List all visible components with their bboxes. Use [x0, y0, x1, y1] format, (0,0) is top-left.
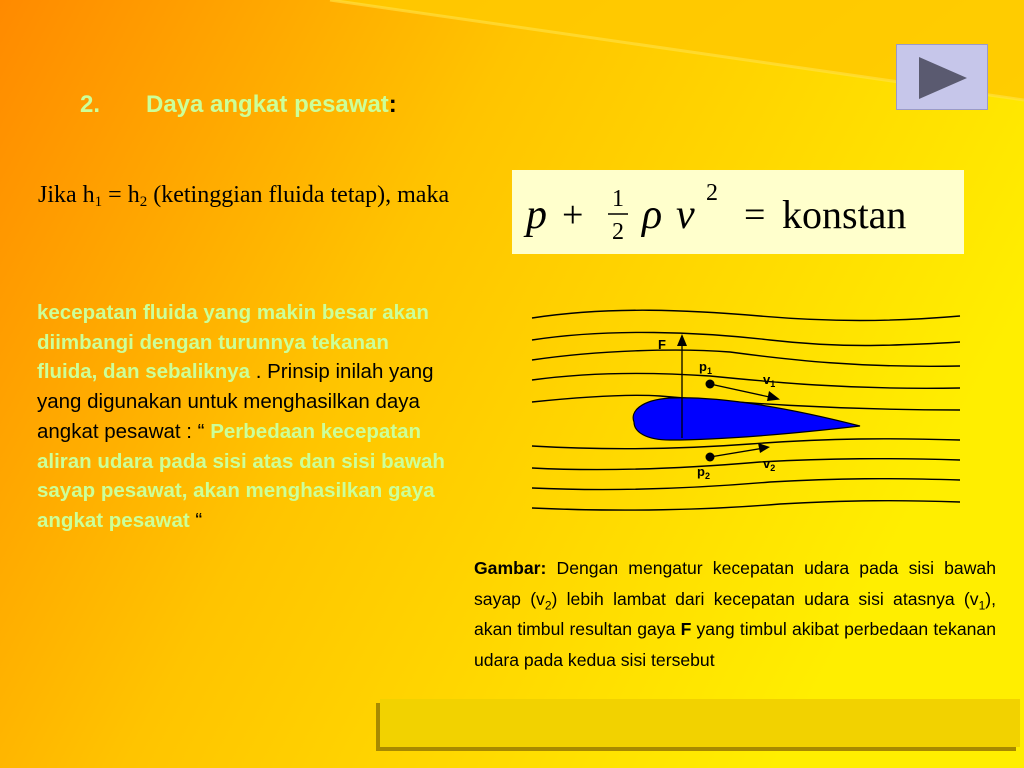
intro-part: (ketinggian fluida tetap), maka — [147, 182, 450, 208]
intro-part: = h — [102, 182, 140, 208]
highlight-text: Perbedaan kecepatan aliran udara pada sisi atas dan sisi bawah sayap pesawat, akan menghasilkan gaya angkat pesawat — [37, 419, 445, 532]
intro-sub: 1 — [94, 194, 103, 210]
intro-sub: 2 — [139, 194, 148, 210]
intro-part: Jika h — [38, 182, 95, 208]
caption-text: Dengan mengatur kecepatan udara pada sisi bawah sayap (v — [474, 558, 996, 609]
intro-text — [38, 172, 458, 218]
caption-label: Gambar: — [474, 558, 547, 578]
caption-sub: 1 — [978, 598, 986, 613]
caption-text: ), akan timbul resultan gaya — [474, 588, 996, 640]
caption-text: ) lebih lambat dari kecepatan udara sisi atasnya (v — [551, 588, 979, 609]
airfoil-shape — [633, 398, 860, 440]
closing-quote: “ — [189, 508, 203, 532]
formula-numerator: 1 — [612, 186, 624, 212]
formula-rho: ρ — [642, 192, 663, 238]
formula-v: v — [676, 192, 695, 238]
label-p2: $p_2$ — [697, 464, 710, 481]
bernoulli-formula — [512, 170, 964, 254]
caption-text: yang timbul akibat perbedaan tekanan udara pada kedua sisi tersebut — [474, 619, 996, 670]
figure-caption — [474, 553, 996, 675]
bottom-decoration-bar — [380, 699, 1020, 747]
vector-v2 — [710, 448, 764, 457]
force-label: F — [658, 337, 666, 352]
caption-sub: 2 — [544, 598, 552, 613]
airfoil-diagram — [530, 292, 970, 518]
heading-number: 2. — [80, 91, 101, 118]
formula-plus: + — [562, 194, 584, 236]
formula-constant: konstan — [782, 192, 907, 237]
highlight-text: kecepatan fluida yang makin besar akan diimbangi dengan turunnya tekanan fluida, dan sebaliknya — [37, 301, 429, 384]
next-slide-button[interactable] — [896, 44, 988, 110]
vector-v1-head — [767, 391, 780, 401]
formula-exponent: 2 — [706, 180, 718, 206]
plain-text: . Prinsip inilah yang yang digunakan untuk menghasilkan daya angkat pesawat : “ — [37, 360, 434, 443]
description-text — [37, 298, 447, 536]
play-next-icon — [897, 45, 989, 111]
caption-force: F — [680, 619, 692, 640]
formula-denominator: 2 — [612, 219, 624, 245]
label-v2: $v_2$ — [763, 456, 776, 473]
slide-heading — [80, 91, 397, 119]
formula-p: p — [526, 192, 547, 238]
label-p1: $p_1$ — [699, 359, 712, 376]
force-arrowhead — [677, 334, 687, 346]
vector-v2-head — [758, 443, 770, 453]
heading-title: Daya angkat pesawat — [146, 91, 389, 118]
heading-colon: : — [388, 91, 397, 118]
formula-equals: = — [744, 194, 766, 236]
label-v1: $v_1$ — [763, 372, 776, 389]
